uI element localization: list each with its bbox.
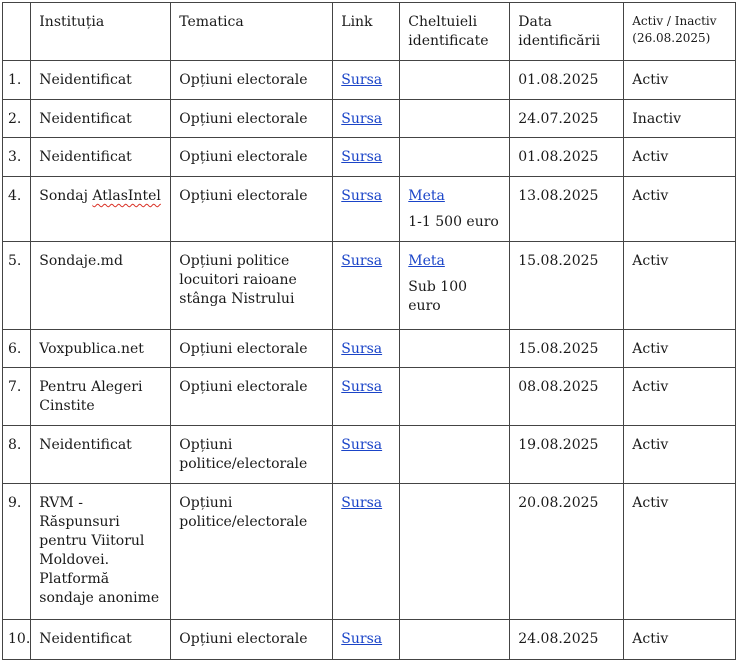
table-row	[3, 100, 736, 138]
link-cell	[333, 426, 400, 484]
header-nr	[3, 3, 31, 61]
header-data: Data identificării	[510, 3, 624, 61]
row-number: 10.	[3, 620, 31, 660]
institution-cell: Voxpublica.net	[31, 330, 171, 368]
topic-cell: Opțiuni electorale	[171, 620, 333, 660]
source-link[interactable]: Sursa	[341, 72, 383, 88]
expense-amount: Sub 100 euro	[408, 279, 468, 314]
meta-link[interactable]: Meta	[408, 253, 445, 269]
link-cell	[333, 177, 400, 242]
link-cell	[333, 330, 400, 368]
status-cell: Activ	[624, 61, 736, 100]
date-cell: 15.08.2025	[510, 242, 624, 330]
row-number: 3.	[3, 138, 31, 177]
status-cell: Inactiv	[624, 100, 736, 138]
header-row	[3, 3, 736, 61]
expenses-cell	[400, 138, 510, 177]
row-number: 9.	[3, 484, 31, 620]
spellcheck-flagged-word: AtlasIntel	[92, 188, 161, 204]
row-number: 5.	[3, 242, 31, 330]
topic-cell: Opțiuni politice/electorale	[171, 426, 333, 484]
table-row	[3, 484, 736, 620]
expense-amount: 1-1 500 euro	[408, 214, 499, 230]
table-row	[3, 177, 736, 242]
source-link[interactable]: Sursa	[341, 253, 383, 269]
source-link[interactable]: Sursa	[341, 437, 383, 453]
expenses-cell	[400, 100, 510, 138]
date-cell: 20.08.2025	[510, 484, 624, 620]
expenses-cell	[400, 61, 510, 100]
expenses-cell	[400, 368, 510, 426]
source-link[interactable]: Sursa	[341, 149, 383, 165]
status-cell: Activ	[624, 368, 736, 426]
row-number: 8.	[3, 426, 31, 484]
header-tematica: Tematica	[171, 3, 333, 61]
topic-cell: Opțiuni electorale	[171, 138, 333, 177]
status-cell: Activ	[624, 620, 736, 660]
row-number: 2.	[3, 100, 31, 138]
date-cell: 24.08.2025	[510, 620, 624, 660]
header-activ: Activ / Inactiv (26.08.2025)	[624, 3, 736, 61]
link-cell	[333, 100, 400, 138]
link-cell	[333, 368, 400, 426]
table-row	[3, 368, 736, 426]
date-cell: 19.08.2025	[510, 426, 624, 484]
expenses-cell	[400, 242, 510, 330]
date-cell: 01.08.2025	[510, 138, 624, 177]
date-cell: 15.08.2025	[510, 330, 624, 368]
status-cell: Activ	[624, 138, 736, 177]
source-link[interactable]: Sursa	[341, 341, 383, 357]
header-link: Link	[333, 3, 400, 61]
institution-cell: Neidentificat	[31, 100, 171, 138]
row-number: 7.	[3, 368, 31, 426]
expenses-cell	[400, 177, 510, 242]
status-cell: Activ	[624, 484, 736, 620]
status-cell: Activ	[624, 426, 736, 484]
status-cell: Activ	[624, 330, 736, 368]
link-cell	[333, 484, 400, 620]
topic-cell: Opțiuni electorale	[171, 330, 333, 368]
institution-cell	[31, 177, 171, 242]
link-cell	[333, 61, 400, 100]
header-institutia: Instituția	[31, 3, 171, 61]
table-row	[3, 242, 736, 330]
link-cell	[333, 138, 400, 177]
source-link[interactable]: Sursa	[341, 379, 383, 395]
meta-link[interactable]: Meta	[408, 188, 445, 204]
table-row	[3, 138, 736, 177]
status-cell: Activ	[624, 242, 736, 330]
date-cell: 24.07.2025	[510, 100, 624, 138]
expenses-cell	[400, 330, 510, 368]
link-cell	[333, 620, 400, 660]
row-number: 4.	[3, 177, 31, 242]
topic-cell: Opțiuni electorale	[171, 177, 333, 242]
topic-cell: Opțiuni electorale	[171, 100, 333, 138]
header-cheltuieli: Cheltuieli identificate	[400, 3, 510, 61]
topic-cell: Opțiuni electorale	[171, 368, 333, 426]
row-number: 1.	[3, 61, 31, 100]
source-link[interactable]: Sursa	[341, 111, 383, 127]
table-row	[3, 426, 736, 484]
institution-cell: Pentru Alegeri Cinstite	[31, 368, 171, 426]
topic-cell: Opțiuni politice/electorale	[171, 484, 333, 620]
source-link[interactable]: Sursa	[341, 188, 383, 204]
institution-cell: Neidentificat	[31, 426, 171, 484]
topic-cell: Opțiuni electorale	[171, 61, 333, 100]
expenses-cell	[400, 426, 510, 484]
institution-cell: Neidentificat	[31, 61, 171, 100]
expenses-cell	[400, 620, 510, 660]
row-number: 6.	[3, 330, 31, 368]
topic-cell: Opțiuni politice locuitori raioane stânga Nistrului	[171, 242, 333, 330]
date-cell: 08.08.2025	[510, 368, 624, 426]
institution-prefix: Sondaj	[39, 188, 93, 204]
table-row	[3, 620, 736, 660]
institution-cell: Sondaje.md	[31, 242, 171, 330]
date-cell: 01.08.2025	[510, 61, 624, 100]
institution-cell: RVM - Răspunsuri pentru Viitorul Moldovei. Platformă sondaje anonime	[31, 484, 171, 620]
source-link[interactable]: Sursa	[341, 631, 383, 647]
surveys-table	[2, 2, 736, 660]
link-cell	[333, 242, 400, 330]
status-cell: Activ	[624, 177, 736, 242]
institution-cell: Neidentificat	[31, 138, 171, 177]
table-row	[3, 330, 736, 368]
expenses-cell	[400, 484, 510, 620]
date-cell: 13.08.2025	[510, 177, 624, 242]
institution-cell: Neidentificat	[31, 620, 171, 660]
source-link[interactable]: Sursa	[341, 495, 383, 511]
table-row	[3, 61, 736, 100]
